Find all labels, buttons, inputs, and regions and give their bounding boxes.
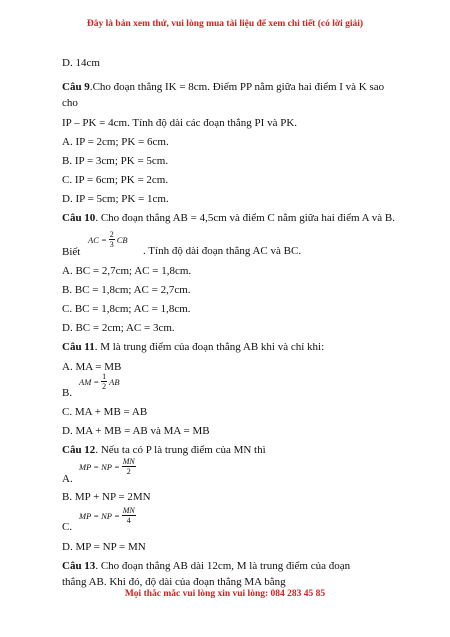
question-11-text: . M là trung điểm của đoạn thẳng AB khi và chỉ khi: <box>94 341 325 353</box>
fraction: $\frac{MN}{4}$ <box>122 506 135 525</box>
question-9-label: Câu 9 <box>62 81 90 93</box>
option-d-q11: D. MA + MB = AB và MA = MB <box>62 425 210 437</box>
question-10-text: . Cho đoạn thẳng AB = 4,5cm và điểm C nằm giữa hai điểm A và B. <box>95 212 395 224</box>
question-9-condition: IP – PK = 4cm. Tính độ dài các đoạn thẳng PI và PK. <box>62 117 298 129</box>
question-12 <box>62 444 266 457</box>
option-b-q10: B. BC = 1,8cm; AC = 2,7cm. <box>62 284 191 296</box>
fraction: $\frac{1}{2}$ <box>102 372 107 391</box>
option-b-q11: B. <box>62 387 73 399</box>
formula-mp-np-half: MP = NP = $\frac{MN}{2}$ <box>79 457 135 476</box>
formula-ac-cb: AC = $\frac{2}{3}$ CB <box>88 230 128 249</box>
formula-am-ab: AM = $\frac{1}{2}$ AB <box>79 372 120 391</box>
contact-banner: Mọi thắc mắc vui lòng xin vui lòng: 084 283 45 85 <box>124 589 326 599</box>
preview-banner: Đây là bản xem thử, vui lòng mua tài liệu để xem chi tiết (có lời giải) <box>86 19 364 29</box>
question-13-label: Câu 13 <box>62 560 96 572</box>
option-d-q12: D. MP = NP = MN <box>62 541 146 553</box>
option-c-q11: C. MA + MB = AB <box>62 406 148 418</box>
question-11 <box>62 341 324 354</box>
question-10 <box>62 212 395 225</box>
option-c-q9: C. IP = 6cm; PK = 2cm. <box>62 174 169 186</box>
question-12-text: . Nếu ta có P là trung điểm của MN thì <box>95 444 266 456</box>
option-a-q11: A. MA = MB <box>62 361 122 373</box>
question-12-label: Câu 12 <box>62 444 96 456</box>
option-a-q12: A. <box>62 473 73 485</box>
question-13 <box>62 560 350 573</box>
option-d-q8: D. 14cm <box>62 57 100 69</box>
question-10-prefix: Biết <box>62 246 81 258</box>
option-d-q10: D. BC = 2cm; AC = 3cm. <box>62 322 175 334</box>
question-9 <box>62 81 384 94</box>
option-a-q10: A. BC = 2,7cm; AC = 1,8cm. <box>62 265 192 277</box>
question-13-cont: thẳng AB. Khi đó, độ dài của đoạn thẳng MA bằng <box>62 576 286 588</box>
question-9-text: .Cho đoạn thẳng IK = 8cm. Điểm PP nằm giữa hai điểm I và K sao <box>89 81 385 93</box>
question-10-label: Câu 10 <box>62 212 96 224</box>
option-a-q9: A. IP = 2cm; PK = 6cm. <box>62 136 169 148</box>
formula-mp-np-quarter: MP = NP = $\frac{MN}{4}$ <box>79 506 135 525</box>
option-b-q9: B. IP = 3cm; PK = 5cm. <box>62 155 169 167</box>
option-c-q10: C. BC = 1,8cm; AC = 1,8cm. <box>62 303 191 315</box>
question-11-label: Câu 11 <box>62 341 95 353</box>
option-d-q9: D. IP = 5cm; PK = 1cm. <box>62 193 169 205</box>
option-c-q12: C. <box>62 521 73 533</box>
question-13-text: . Cho đoạn thẳng AB dài 12cm, M là trung điểm của đoạn <box>95 560 351 572</box>
question-10-suffix: . Tính độ dài đoạn thẳng AC và BC. <box>143 245 302 257</box>
fraction: $\frac{MN}{2}$ <box>122 457 135 476</box>
option-b-q12: B. MP + NP = 2MN <box>62 491 151 503</box>
question-9-cont: cho <box>62 97 78 109</box>
fraction: $\frac{2}{3}$ <box>109 230 114 249</box>
